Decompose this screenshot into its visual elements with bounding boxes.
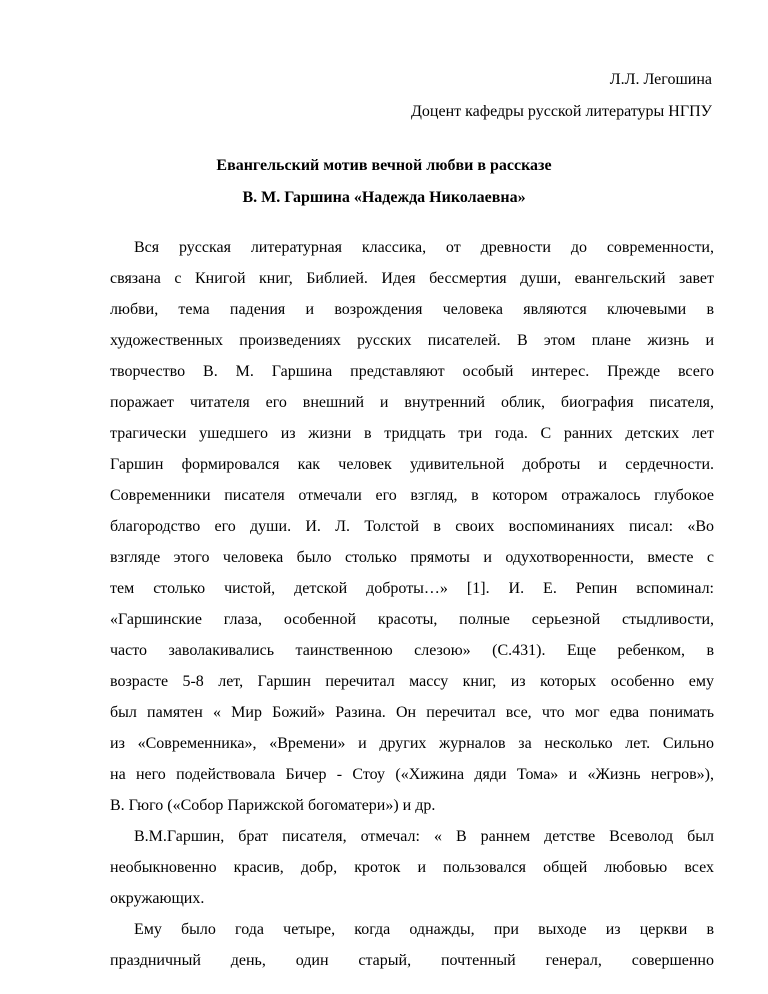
text-line: поражает читателя его внешний и внутренний облик, биография писателя, [110, 394, 714, 411]
text-line: взгляде этого человека было столько прямоты и одухотворенности, вместе с [110, 549, 714, 566]
text-line: художественных произведениях русских писателей. В этом плане жизнь и [110, 332, 714, 349]
text-line: тем столько чистой, детской доброты…» [1]. И. Е. Репин вспоминал: [110, 580, 714, 597]
text-line: был памятен « Мир Божий» Разина. Он перечитал все, что мог едва понимать [110, 704, 714, 721]
text-line: любви, тема падения и возрождения человека являются ключевыми в [110, 301, 714, 318]
text-line: Гаршин формировался как человек удивительной доброты и сердечности. [110, 456, 714, 473]
text-line: на него подействовала Бичер - Стоу («Хижина дяди Тома» и «Жизнь негров»), [110, 766, 714, 783]
text-line: Ему было года четыре, когда однажды, при выходе из церкви в [134, 921, 714, 938]
text-line: связана с Книгой книг, Библией. Идея бессмертия души, евангельский завет [110, 270, 714, 287]
text-line: В. Гюго («Собор Парижской богоматери») и др. [110, 797, 436, 814]
text-line: Современники писателя отмечали его взгляд, в котором отражалось глубокое [110, 487, 714, 504]
author-block [411, 64, 712, 128]
text-line: В.М.Гаршин, брат писателя, отмечал: « В раннем детстве Всеволод был [134, 828, 714, 845]
text-line: благородство его души. И. Л. Толстой в своих воспоминаниях писал: «Во [110, 518, 714, 535]
text-line: трагически ушедшего из жизни в тридцать три года. С ранних детских лет [110, 425, 714, 442]
text-line: Вся русская литературная классика, от древности до современности, [134, 239, 714, 256]
title-line-1: Евангельский мотив вечной любви в рассказе [216, 157, 552, 174]
title-line-2: В. М. Гаршина «Надежда Николаевна» [242, 189, 526, 206]
text-line: «Гаршинские глаза, особенной красоты, полные серьезной стыдливости, [110, 611, 714, 628]
text-line: часто заволакивались таинственною слезою» (С.431). Еще ребенком, в [110, 642, 714, 659]
author-name: Л.Л. Легошина [609, 71, 712, 88]
text-line: праздничный день, один старый, почтенный генерал, совершенно [110, 952, 714, 969]
text-line: необыкновенно красив, добр, кроток и пользовался общей любовью всех [110, 859, 714, 876]
author-position: Доцент кафедры русской литературы НГПУ [411, 103, 712, 120]
article-title [0, 150, 768, 214]
text-line: окружающих. [110, 890, 205, 907]
text-line: творчество В. М. Гаршина представляют особый интерес. Прежде всего [110, 363, 714, 380]
text-line: возрасте 5-8 лет, Гаршин перечитал массу книг, из которых особенно ему [110, 673, 714, 690]
text-line: из «Современника», «Времени» и других журналов за несколько лет. Сильно [110, 735, 714, 752]
